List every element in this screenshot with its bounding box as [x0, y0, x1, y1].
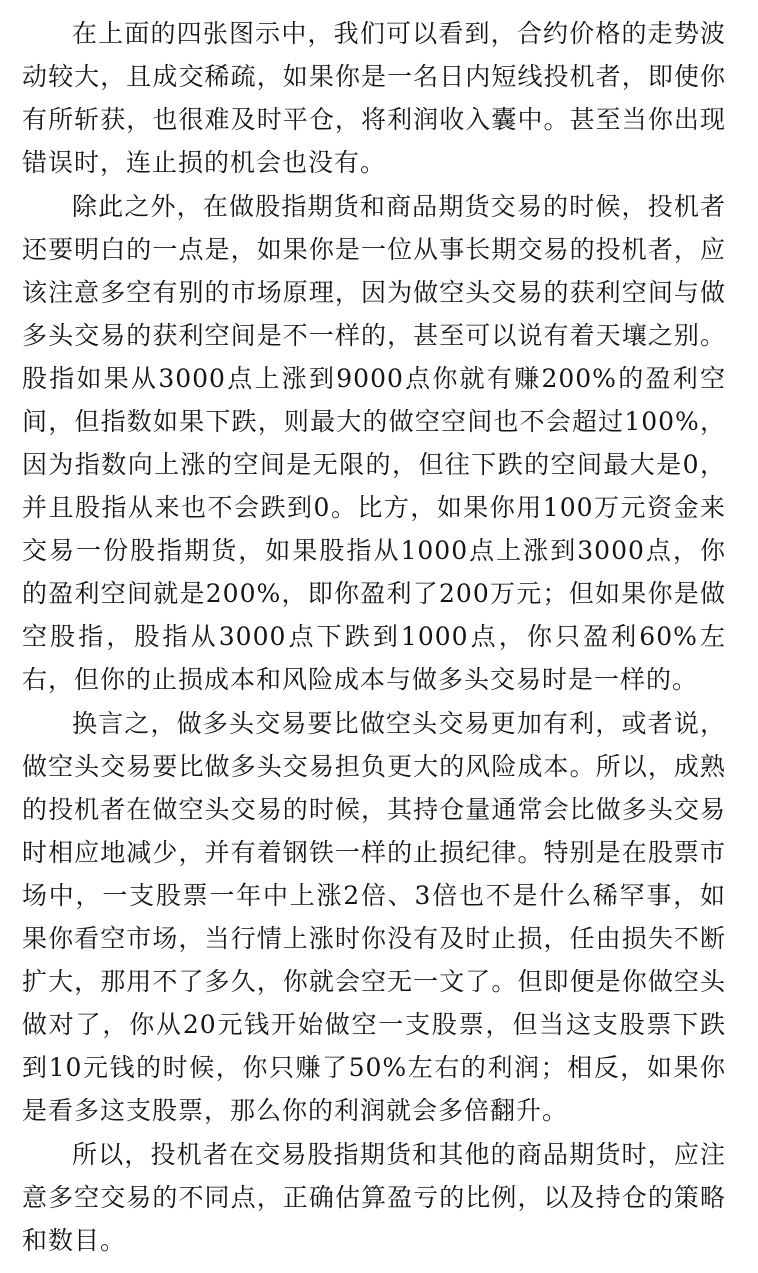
- paragraph-2: 除此之外，在做股指期货和商品期货交易的时候，投机者还要明白的一点是，如果你是一位从事长期交易的投机者，应该注意多空有别的市场原理，因为做空头交易的获利空间与做多头交易的获利空间是不一样的，甚至可以说有着天壤之别。股指如果从3000点上涨到9000点你就有赚200%的盈利空间，但指数如果下跌，则最大的做空空间也不会超过100%，因为指数向上涨的空间是无限的，但往下跌的空间最大是0，并且股指从来也不会跌到0。比方，如果你用100万元资金来交易一份股指期货，如果股指从1000点上涨到3000点，你的盈利空间就是200%，即你盈利了200万元；但如果你是做空股指，股指从3000点下跌到1000点，你只盈利60%左右，但你的止损成本和风险成本与做多头交易时是一样的。: [22, 192, 726, 694]
- paragraph-1: 在上面的四张图示中，我们可以看到，合约价格的走势波动较大，且成交稀疏，如果你是一名日内短线投机者，即使你有所斩获，也很难及时平仓，将利润收入囊中。甚至当你出现错误时，连止损的机会也没有。: [22, 19, 726, 177]
- paragraph-3: 换言之，做多头交易要比做空头交易更加有利，或者说，做空头交易要比做多头交易担负更大的风险成本。所以，成熟的投机者在做空头交易的时候，其持仓量通常会比做多头交易时相应地减少，并有着钢铁一样的止损纪律。特别是在股票市场中，一支股票一年中上涨2倍、3倍也不是什么稀罕事，如果你看空市场，当行情上涨时你没有及时止损，任由损失不断扩大，那用不了多久，你就会空无一文了。但即便是你做空头做对了，你从20元钱开始做空一支股票，但当这支股票下跌到10元钱的时候，你只赚了50%左右的利润；相反，如果你是看多这支股票，那么你的利润就会多倍翻升。: [22, 709, 726, 1125]
- paragraph-4: 所以，投机者在交易股指期货和其他的商品期货时，应注意多空交易的不同点，正确估算盈亏的比例，以及持仓的策略和数目。: [22, 1140, 726, 1255]
